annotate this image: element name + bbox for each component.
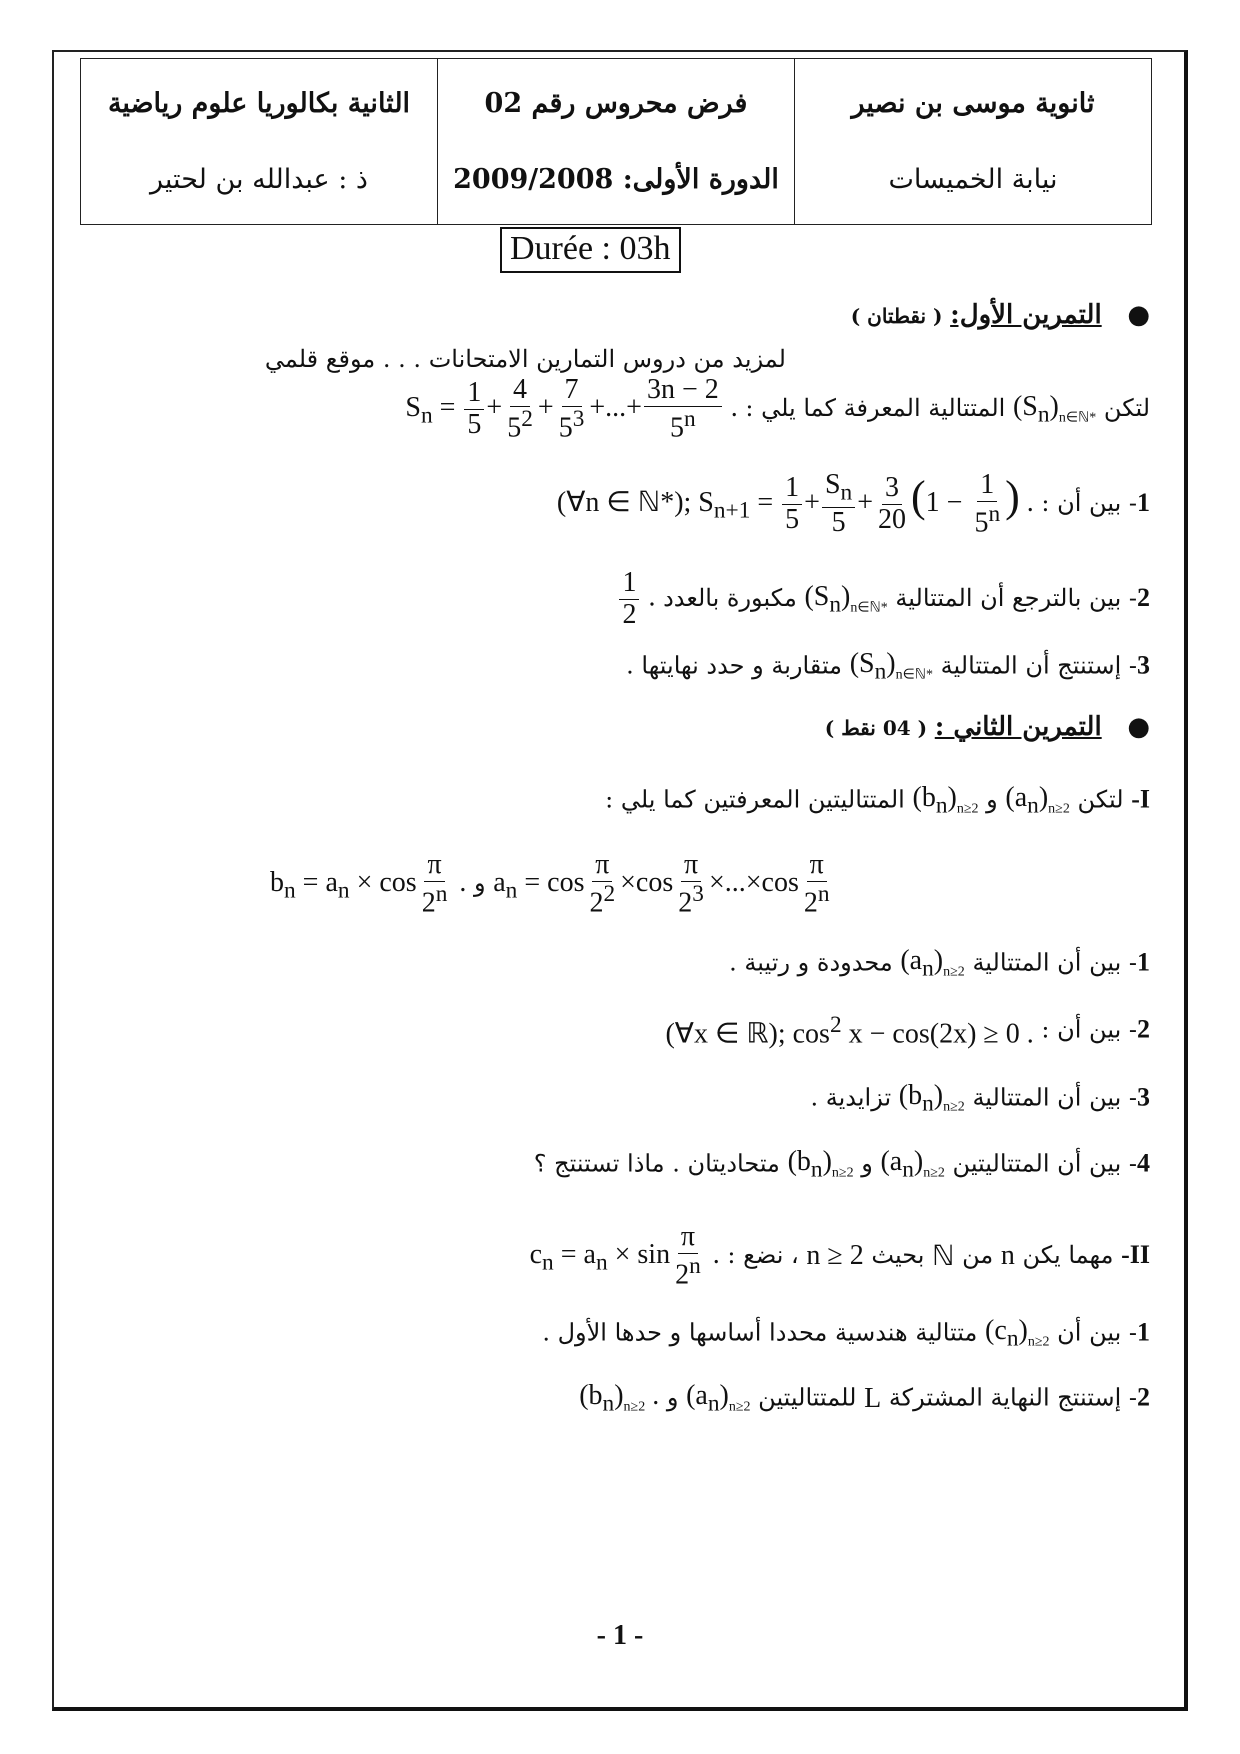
ex1-q3-number: 3 [1137, 650, 1150, 680]
ex2-q4-text: - بين أن المتتاليتين [952, 1149, 1137, 1178]
set-N: ℕ [932, 1241, 955, 1273]
header-right-cell [794, 59, 1151, 224]
ex1-q1 [557, 470, 1150, 539]
cond-n-ge-2: n ≥ 2 [806, 1240, 864, 1272]
ex1-q2-text: - بين بالترجع أن المتتالية [895, 583, 1137, 612]
ex1-intro [405, 375, 1150, 444]
part-II-text2: من [962, 1240, 994, 1269]
session-label: الدورة الأولى: 2009/2008 [453, 164, 779, 196]
ex2-q3-text2: تزايدية . [810, 1083, 892, 1112]
ex2-q2-text: - بين أن : [1041, 1015, 1137, 1044]
header-table [80, 58, 1152, 225]
sequence-an: $(a_n)_{n\ge 2}$ [1005, 782, 1070, 819]
ex2-q3-text: - بين أن المتتالية [972, 1083, 1137, 1112]
part-II-text4: ، نضع : [727, 1240, 799, 1269]
bullet-icon: ● [1127, 712, 1150, 742]
part-I-text: لتكن [1077, 785, 1124, 814]
promo-line: لمزيد من دروس التمارين الامتحانات . . . موقع قلمي [264, 345, 786, 373]
ex2-q1-number: 1 [1137, 947, 1150, 977]
ex2-II-q1-number: 1 [1137, 1317, 1150, 1347]
ex1-q2-text2: مكبورة بالعدد [663, 583, 797, 612]
ex2-part-II [530, 1222, 1150, 1291]
school-name: ثانوية موسى بن نصير [851, 87, 1095, 119]
teacher-label: ذ : عبدالله بن لحتير [150, 164, 368, 196]
definitions-and: و [474, 868, 486, 897]
ex2-q4 [534, 1146, 1150, 1184]
sequence-Sn-3: $(S_n)_{n\in ℕ*}$ [849, 648, 933, 685]
directorate-name: نيابة الخميسات [888, 164, 1058, 196]
part-I-text3: المتتاليتين المعرفتين كما يلي : [605, 785, 905, 814]
sequence-Sn: $(S_n)_{n\in ℕ*}$ [1012, 390, 1097, 428]
ex2-definitions [270, 850, 835, 919]
ex1-q1-number: 1 [1137, 487, 1150, 517]
ex2-II-q2 [579, 1380, 1150, 1418]
bullet-icon: ● [1127, 300, 1150, 330]
page-number: - 1 - [596, 1620, 644, 1651]
header-middle-cell [437, 59, 794, 224]
formula-cos-inequality: (∀x ∈ ℝ); $\cos^2 x - \cos(2x) \ge 0$ . [665, 1012, 1034, 1050]
sequence-bn-2: $(b_n)_{n\ge 2}$ [898, 1080, 965, 1117]
var-n: n [1000, 1240, 1015, 1272]
ex2-II-q2-and: و [666, 1383, 679, 1412]
ex1-q3 [626, 648, 1150, 686]
ex2-q4-and: و [861, 1149, 873, 1178]
part-II-label: II- [1121, 1239, 1150, 1269]
ex1-intro-text: لتكن [1103, 393, 1150, 422]
ex2-II-q2-text: - إستنتج النهاية المشتركة [888, 1383, 1137, 1412]
ex2-q4-number: 4 [1137, 1148, 1150, 1178]
sequence-an-3: $(a_n)_{n\ge 2}$ [880, 1146, 945, 1183]
sequence-bn-3: $(b_n)_{n\ge 2}$ [787, 1146, 854, 1183]
ex2-points: ( 04 نقط ) [824, 716, 928, 740]
limit-L: L [864, 1382, 882, 1414]
sequence-an-2: $(a_n)_{n\ge 2}$ [900, 945, 965, 982]
part-I-label: I- [1131, 784, 1150, 814]
part-II-text: مهما يكن [1022, 1240, 1114, 1269]
ex2-q1 [729, 945, 1150, 983]
sequence-an-4: $(a_n)_{n\ge 2}$ [686, 1380, 751, 1417]
ex2-heading [825, 712, 1150, 742]
sequence-bn: $(b_n)_{n\ge 2}$ [912, 782, 979, 819]
part-I-and: و [986, 785, 998, 814]
formula-an: $a_n = \cos$ $\frac{\pi}{2^2}$ ×cos $\frac{\pi}{2^3}$ ×...×cos $\frac{\pi}{2^n}$ [493, 849, 830, 919]
part-II-text3: بحيث [871, 1240, 925, 1269]
test-title: فرض محروس رقم 02 [484, 87, 748, 119]
duration-box: Durée : 03h [500, 227, 681, 273]
ex2-q3-number: 3 [1137, 1082, 1150, 1112]
level-label: الثانية بكالوريا علوم رياضية [107, 87, 411, 119]
ex1-q2 [617, 568, 1150, 631]
ex1-heading [851, 300, 1150, 330]
ex2-II-q1-text: - بين أن [1057, 1318, 1137, 1347]
ex1-q1-text: - بين أن : [1041, 488, 1137, 517]
ex2-q2-number: 2 [1137, 1014, 1150, 1044]
ex2-q1-text2: محدودة و رتيبة . [729, 948, 893, 977]
ex2-q3 [810, 1080, 1150, 1118]
ex2-part-I [605, 782, 1150, 820]
ex2-title: التمرين الثاني : [934, 712, 1102, 742]
ex1-q3-text: - إستنتج أن المتتالية [940, 651, 1137, 680]
formula-cn: $c_n = a_n \times \sin$ $\frac{\pi}{2^n}$ . [529, 1221, 720, 1291]
ex2-q1-text: - بين أن المتتالية [972, 948, 1137, 977]
formula-bn: $b_n = a_n \times \cos$ $\frac{\pi}{2^n}$ . [270, 849, 467, 919]
formula-recurrence: (∀n ∈ ℕ*); $S_{n+1}$ = $\frac{1}{5}$ + $\frac{S_n}{5}$ + $\frac{3}{20}$ (1 − $\frac{1}{5^n}$ ) . [556, 469, 1034, 539]
ex2-II-q1-text2: متتالية هندسية محددا أساسها و حدها الأول . [542, 1318, 978, 1347]
ex2-q4-text3: متحاديتان . ماذا تستنتج ؟ [533, 1149, 780, 1178]
formula-Sn: $S_n$ = $\frac{1}{5}$ + $\frac{4}{5^2}$ + $\frac{7}{5^3}$ +...+ $\frac{3n - 2}{5^n}$ . [405, 374, 738, 444]
header-left-cell [81, 59, 437, 224]
ex1-title: التمرين الأول: [950, 300, 1102, 330]
ex2-II-q2-text2: للمتتاليتين [758, 1383, 857, 1412]
ex1-q2-number: 2 [1137, 582, 1150, 612]
sequence-Sn-2: $(S_n)_{n\in ℕ*}$ [804, 580, 888, 618]
ex1-intro-text2: المتتالية المعرفة كما يلي : [745, 393, 1006, 422]
ex2-q2 [665, 1012, 1150, 1050]
ex1-points: ( نقطتان ) [850, 304, 943, 328]
bound-half: $\frac{1}{2}$ . [617, 568, 655, 631]
ex1-q3-text2: متقاربة و حدد نهايتها . [626, 651, 843, 680]
ex2-II-q2-number: 2 [1137, 1382, 1150, 1412]
ex2-II-q1 [542, 1315, 1150, 1353]
sequence-bn-4: $(b_n)_{n\ge 2}$ . [579, 1380, 660, 1417]
sequence-cn: $(c_n)_{n\ge 2}$ [985, 1315, 1050, 1352]
